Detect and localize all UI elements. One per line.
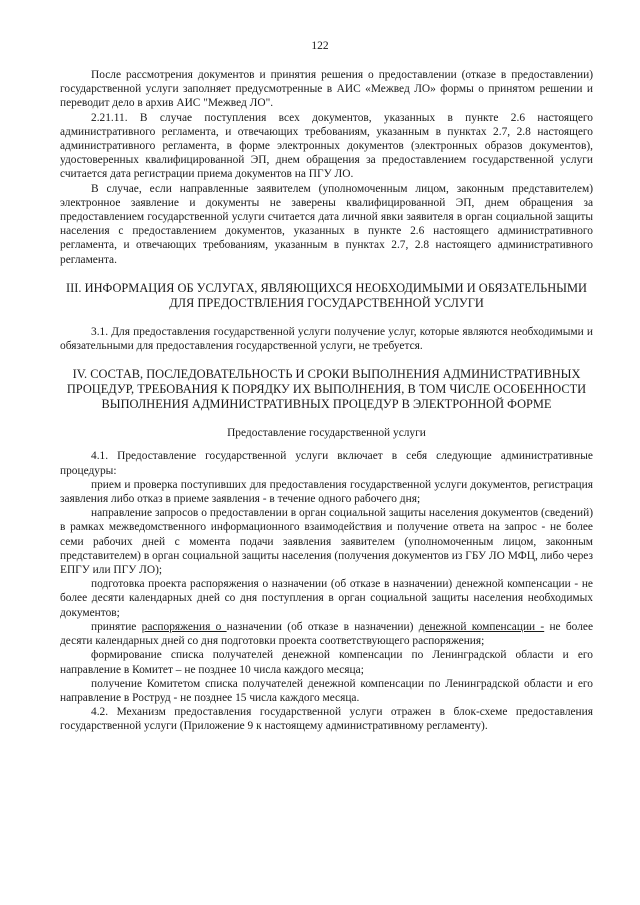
text-run: назначении (об отказе в назначении) <box>226 620 419 633</box>
underlined-text: распоряжения о <box>141 620 227 633</box>
list-item: направление запросов о предоставлении в орган социальной защиты населения документов (сведений) в рамках межведомственного информационного взаимодействия и получение ответа на запрос - не более семи рабочих дней с момента подачи заявления заявителем (уполномоченным лицом, законным представителем) в орган социальной защиты населения (получения документов из ГБУ ЛО МФЦ, либо через ЕПГУ или ПГУ ЛО); <box>60 507 593 577</box>
page-number: 122 <box>311 40 329 52</box>
list-item: подготовка проекта распоряжения о назначении (об отказе в назначении) денежной компенсации - не более десяти календарных дней со дня поступления в орган социальной защиты населения необходимых документов; <box>60 578 593 619</box>
list-item: получение Комитетом списка получателей денежной компенсации по Ленинградской области и его направление в Роструд - не позднее 15 числа каждого месяца. <box>60 677 593 704</box>
list-item: прием и проверка поступивших для предоставления государственной услуги документов, регистрация заявления либо отказ в приеме заявления - в течение одного рабочего дня; <box>60 478 593 506</box>
underlined-text: денежной компенсации - <box>418 620 545 633</box>
section-4-subheading: Предоставление государственной услуги <box>227 427 426 440</box>
paragraph: 2.21.11. В случае поступления всех документов, указанных в пункте 2.6 настоящего административного регламента, и отвечающих требованиям, указанным в пунктах 2.7, 2.8 настоящего административного регламента, в форме электронных документов (электронных образов документов), удостоверенных квалифицированной ЭП, днем обращения за предоставлением государственной услуги считается дата регистрации приема документов на ПГУ ЛО. <box>60 111 593 181</box>
list-item: формирование списка получателей денежной компенсации по Ленинградской области и его направление в Комитет – не позднее 10 числа каждого месяца; <box>60 649 593 676</box>
list-item <box>60 620 593 648</box>
section-4-heading: IV. СОСТАВ, ПОСЛЕДОВАТЕЛЬНОСТЬ И СРОКИ ВЫПОЛНЕНИЯ АДМИНИСТРАТИВНЫХ ПРОЦЕДУР, ТРЕБОВАНИЯ К ПОРЯДКУ ИХ ВЫПОЛНЕНИЯ, В ТОМ ЧИСЛЕ ОСОБЕННОСТИ ВЫПОЛНЕНИЯ АДМИНИСТРАТИВНЫХ ПРОЦЕДУР В ЭЛЕКТРОННОЙ ФОРМЕ <box>66 367 587 412</box>
text-run: принятие <box>91 620 142 633</box>
paragraph-4-1: 4.1. Предоставление государственной услуги включает в себя следующие административные процедуры: <box>60 450 593 477</box>
paragraph-4-2: 4.2. Механизм предоставления государственной услуги отражен в блок-схеме предоставления государственной услуги (Приложение 9 к настоящему административному регламенту). <box>60 706 593 733</box>
section-3-heading: III. ИНФОРМАЦИЯ ОБ УСЛУГАХ, ЯВЛЯЮЩИХСЯ НЕОБХОДИМЫМИ И ОБЯЗАТЕЛЬНЫМИ ДЛЯ ПРЕДОСТВЛЕНИЯ ГОСУДАРСТВЕННОЙ УСЛУГИ <box>66 280 587 310</box>
paragraph: После рассмотрения документов и принятия решения о предоставлении (отказе в предоставлении) государственной услуги заполняет предусмотренные в АИС «Межвед ЛО» формы о принятом решении и переводит дело в архив АИС "Межвед ЛО". <box>60 69 593 110</box>
text-run: не более десяти календарных дней со дня подготовки проекта соответствующего распоряжения; <box>60 620 594 648</box>
paragraph: В случае, если направленные заявителем (уполномоченным лицом, законным представителем) электронное заявление и документы не заверены квалифицированной ЭП, днем обращения за предоставлением государственной услуги считается дата личной явки заявителя в орган социальной защиты населения с предоставлением документов, указанных в пункте 2.6 настоящего административного регламента, и отвечающих требованиям, указанным в пунктах 2.7, 2.8 настоящего административного регламента. <box>60 182 593 266</box>
paragraph-3-1: 3.1. Для предоставления государственной услуги получение услуг, которые являются необходимыми и обязательными для предоставления государственной услуги, не требуется. <box>60 325 593 353</box>
page-content <box>60 68 593 734</box>
